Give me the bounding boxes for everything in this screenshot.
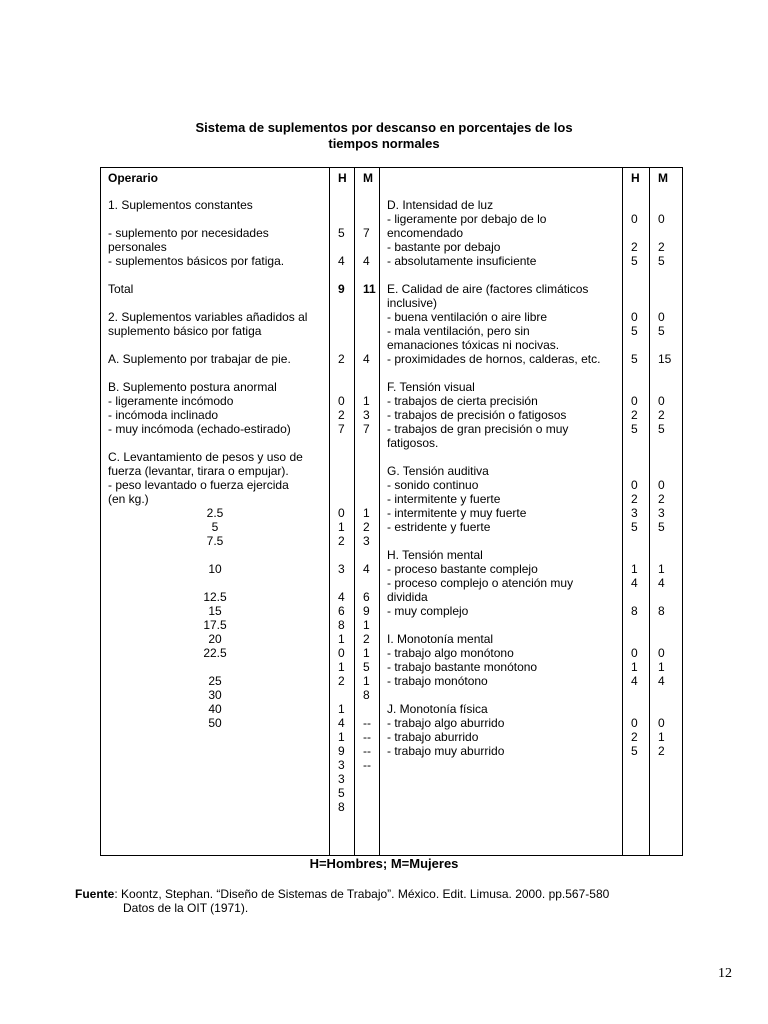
m-value: 1 xyxy=(658,730,665,744)
left-row-text: - peso levantado o fuerza ejercida xyxy=(108,478,289,492)
source-note xyxy=(75,887,609,915)
h-value: 9 xyxy=(338,282,345,296)
h-value: 3 xyxy=(338,758,345,772)
header-m: M xyxy=(363,171,373,185)
right-row-text: F. Tensión visual xyxy=(387,380,475,394)
h-value: 3 xyxy=(631,506,638,520)
right-row-text: - trabajo algo monótono xyxy=(387,646,514,660)
weight-value: 17.5 xyxy=(203,618,227,632)
right-row-text: - mala ventilación, pero sin xyxy=(387,324,530,338)
m-value: 0 xyxy=(658,478,665,492)
supplements-table xyxy=(100,167,683,856)
header-h: H xyxy=(631,171,640,185)
right-row-text: - trabajo algo aburrido xyxy=(387,716,505,730)
m-value: 1 xyxy=(363,394,370,408)
m-value: 2 xyxy=(658,408,665,422)
weight-value: 25 xyxy=(208,674,222,688)
h-value: 4 xyxy=(631,674,638,688)
right-row-text: J. Monotonía física xyxy=(387,702,488,716)
m-value: -- xyxy=(363,730,371,744)
right-row-text: - trabajo aburrido xyxy=(387,730,479,744)
header-m: M xyxy=(658,171,668,185)
h-value: 2 xyxy=(631,240,638,254)
left-row-text: B. Suplemento postura anormal xyxy=(108,380,277,394)
h-value: 2 xyxy=(338,534,345,548)
h-value: 0 xyxy=(631,310,638,324)
right-row-text: - estridente y fuerte xyxy=(387,520,491,534)
h-value: 9 xyxy=(338,744,345,758)
h-value: 5 xyxy=(631,744,638,758)
m-value: 4 xyxy=(363,562,370,576)
left-description-column xyxy=(101,168,330,856)
weight-value: 12.5 xyxy=(203,590,227,604)
h-value: 2 xyxy=(338,352,345,366)
h-value: 1 xyxy=(631,562,638,576)
m-value: 4 xyxy=(363,352,370,366)
right-row-text: - ligeramente por debajo de lo xyxy=(387,212,547,226)
m-value: -- xyxy=(363,744,371,758)
m-value: 15 xyxy=(658,352,672,366)
m-value: 1 xyxy=(363,674,370,688)
h-value: 2 xyxy=(631,408,638,422)
m-value: 0 xyxy=(658,310,665,324)
left-row-text: 2. Suplementos variables añadidos al xyxy=(108,310,308,324)
h-value: 1 xyxy=(631,660,638,674)
h-value: 5 xyxy=(631,324,638,338)
left-row-text: personales xyxy=(108,240,167,254)
h-value: 0 xyxy=(338,646,345,660)
h-value: 0 xyxy=(631,478,638,492)
right-row-text: I. Monotonía mental xyxy=(387,632,494,646)
h-value: 1 xyxy=(338,702,345,716)
left-row-text: - incómoda inclinado xyxy=(108,408,219,422)
m-value: 1 xyxy=(658,562,665,576)
right-row-text: - trabajo muy aburrido xyxy=(387,744,505,758)
m-value: 1 xyxy=(658,660,665,674)
m-value: 2 xyxy=(658,492,665,506)
h-value: 0 xyxy=(338,394,345,408)
h-value: 3 xyxy=(338,772,345,786)
m-value: -- xyxy=(363,716,371,730)
h-value: 0 xyxy=(631,646,638,660)
m-value: 7 xyxy=(363,422,370,436)
right-row-text: encomendado xyxy=(387,226,464,240)
m-value: 6 xyxy=(363,590,370,604)
right-row-text: - trabajos de cierta precisión xyxy=(387,394,538,408)
source-label: Fuente xyxy=(75,887,115,901)
left-row-text: suplemento básico por fatiga xyxy=(108,324,262,338)
m-value: -- xyxy=(363,758,371,772)
right-row-text: - trabajo bastante monótono xyxy=(387,660,538,674)
source-line-2: Datos de la OIT (1971). xyxy=(123,901,249,915)
right-row-text: emanaciones tóxicas ni nocivas. xyxy=(387,338,560,352)
right-row-text: - intermitente y muy fuerte xyxy=(387,506,527,520)
right-row-text: D. Intensidad de luz xyxy=(387,198,494,212)
h-value: 4 xyxy=(631,576,638,590)
page-number: 12 xyxy=(718,966,732,981)
m-value: 5 xyxy=(658,324,665,338)
m-value: 0 xyxy=(658,716,665,730)
m-value: 0 xyxy=(658,646,665,660)
m-value: 7 xyxy=(363,226,370,240)
left-row-text: A. Suplemento por trabajar de pie. xyxy=(108,352,291,366)
title-line-2: tiempos normales xyxy=(328,136,440,151)
m-value: 2 xyxy=(658,240,665,254)
right-row-text: - proceso complejo o atención muy xyxy=(387,576,574,590)
m-value: 4 xyxy=(658,576,665,590)
left-h-column xyxy=(330,168,355,856)
h-value: 2 xyxy=(338,674,345,688)
m-value: 0 xyxy=(658,212,665,226)
m-value: 1 xyxy=(363,506,370,520)
left-row-text: - suplementos básicos por fatiga. xyxy=(108,254,285,268)
h-value: 1 xyxy=(338,520,345,534)
weight-value: 40 xyxy=(208,702,222,716)
left-row-text: - muy incómoda (echado-estirado) xyxy=(108,422,291,436)
weight-value: 22.5 xyxy=(203,646,227,660)
right-row-text: H. Tensión mental xyxy=(387,548,483,562)
weight-value: 7.5 xyxy=(206,534,224,548)
left-row-text: - ligeramente incómodo xyxy=(108,394,234,408)
h-value: 0 xyxy=(631,394,638,408)
h-value: 5 xyxy=(631,422,638,436)
left-row-text: Total xyxy=(108,282,134,296)
h-value: 8 xyxy=(338,800,345,814)
m-value: 8 xyxy=(658,604,665,618)
weight-value: 50 xyxy=(208,716,222,730)
h-value: 2 xyxy=(338,408,345,422)
m-value: 2 xyxy=(363,520,370,534)
source-line-1: : Koontz, Stephan. “Diseño de Sistemas de Trabajo”. México. Edit. Limusa. 2000. pp.567-580 xyxy=(114,887,610,901)
right-row-text: dividida xyxy=(387,590,428,604)
right-h-column xyxy=(623,168,650,856)
h-value: 1 xyxy=(338,730,345,744)
h-value: 5 xyxy=(338,786,345,800)
h-value: 1 xyxy=(338,660,345,674)
left-row-text: (en kg.) xyxy=(108,492,149,506)
right-row-text: fatigosos. xyxy=(387,436,439,450)
h-value: 0 xyxy=(631,716,638,730)
h-value: 1 xyxy=(338,632,345,646)
weight-value: 10 xyxy=(208,562,222,576)
m-value: 2 xyxy=(658,744,665,758)
m-value: 5 xyxy=(658,422,665,436)
m-value: 1 xyxy=(363,618,370,632)
h-value: 8 xyxy=(631,604,638,618)
m-value: 0 xyxy=(658,394,665,408)
m-value: 1 xyxy=(363,646,370,660)
m-value: 3 xyxy=(363,534,370,548)
right-row-text: - trabajo monótono xyxy=(387,674,488,688)
right-row-text: - buena ventilación o aire libre xyxy=(387,310,548,324)
right-row-text: - muy complejo xyxy=(387,604,469,618)
right-row-text: - trabajos de gran precisión o muy xyxy=(387,422,569,436)
right-row-text: G. Tensión auditiva xyxy=(387,464,489,478)
right-description-column xyxy=(380,168,623,856)
m-value: 5 xyxy=(658,520,665,534)
right-row-text: - proximidades de hornos, calderas, etc. xyxy=(387,352,601,366)
left-row-text: - suplemento por necesidades xyxy=(108,226,269,240)
h-value: 4 xyxy=(338,590,345,604)
h-value: 5 xyxy=(631,254,638,268)
header-h: H xyxy=(338,171,347,185)
m-value: 2 xyxy=(363,632,370,646)
m-value: 3 xyxy=(658,506,665,520)
title-line-1: Sistema de suplementos por descanso en porcentajes de los xyxy=(195,120,573,135)
h-value: 4 xyxy=(338,716,345,730)
h-value: 6 xyxy=(338,604,345,618)
right-row-text: - proceso bastante complejo xyxy=(387,562,538,576)
right-row-text: - absolutamente insuficiente xyxy=(387,254,537,268)
left-row-text: C. Levantamiento de pesos y uso de xyxy=(108,450,303,464)
weight-value: 30 xyxy=(208,688,222,702)
m-value: 4 xyxy=(363,254,370,268)
left-row-text: 1. Suplementos constantes xyxy=(108,198,253,212)
h-value: 5 xyxy=(338,226,345,240)
header-operario: Operario xyxy=(108,171,159,185)
right-row-text: - intermitente y fuerte xyxy=(387,492,501,506)
h-value: 2 xyxy=(631,730,638,744)
weight-value: 2.5 xyxy=(206,506,224,520)
right-row-text: - sonido continuo xyxy=(387,478,479,492)
h-value: 2 xyxy=(631,492,638,506)
page-title xyxy=(0,120,768,152)
left-m-column xyxy=(355,168,380,856)
left-row-text: fuerza (levantar, tirara o empujar). xyxy=(108,464,289,478)
right-m-column xyxy=(650,168,683,856)
h-value: 5 xyxy=(631,352,638,366)
weight-value: 15 xyxy=(208,604,222,618)
h-value: 4 xyxy=(338,254,345,268)
m-value: 8 xyxy=(363,688,370,702)
m-value: 5 xyxy=(658,254,665,268)
m-value: 9 xyxy=(363,604,370,618)
h-value: 5 xyxy=(631,520,638,534)
m-value: 5 xyxy=(363,660,370,674)
right-row-text: E. Calidad de aire (factores climáticos xyxy=(387,282,589,296)
h-value: 8 xyxy=(338,618,345,632)
h-value: 0 xyxy=(631,212,638,226)
h-value: 3 xyxy=(338,562,345,576)
h-value: 0 xyxy=(338,506,345,520)
legend: H=Hombres; M=Mujeres xyxy=(309,856,459,871)
h-value: 7 xyxy=(338,422,345,436)
weight-value: 20 xyxy=(208,632,222,646)
weight-value: 5 xyxy=(211,520,219,534)
m-value: 3 xyxy=(363,408,370,422)
right-row-text: inclusive) xyxy=(387,296,438,310)
m-value: 4 xyxy=(658,674,665,688)
right-row-text: - trabajos de precisión o fatigosos xyxy=(387,408,567,422)
m-value: 11 xyxy=(363,282,376,296)
right-row-text: - bastante por debajo xyxy=(387,240,501,254)
